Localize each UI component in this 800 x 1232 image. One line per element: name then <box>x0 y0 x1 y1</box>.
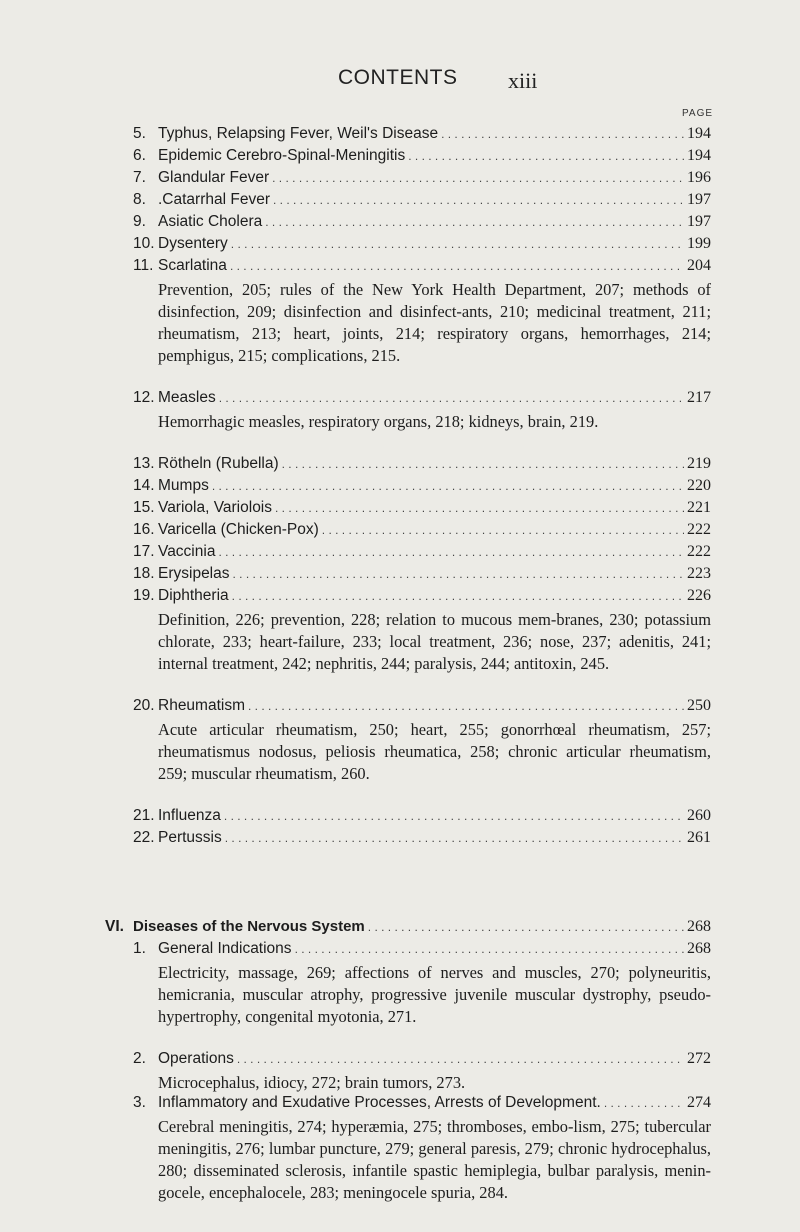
dot-leader <box>275 499 684 517</box>
entry-title: Variola, Variolois <box>158 499 273 516</box>
page-number: xiii <box>508 68 538 93</box>
running-head <box>0 66 800 96</box>
entry-page: 194 <box>687 147 711 164</box>
toc-entry <box>133 235 711 257</box>
entry-number: 17. <box>133 543 155 560</box>
entry-page: 196 <box>687 169 711 186</box>
entry-page: 220 <box>687 477 711 494</box>
entry-page: 268 <box>687 940 711 957</box>
dot-leader <box>232 587 684 605</box>
entry-page: 222 <box>687 543 711 560</box>
entry-title: Operations <box>158 1050 234 1067</box>
entry-page: 194 <box>687 125 711 142</box>
entry-page: 274 <box>687 1094 711 1111</box>
dot-leader <box>231 235 684 253</box>
entry-title: Epidemic Cerebro-Spinal-Meningitis <box>158 147 406 164</box>
entry-page: 197 <box>687 213 711 230</box>
toc-entry <box>133 521 711 543</box>
entry-title: Asiatic Cholera <box>158 213 263 230</box>
entry-title: Varicella (Chicken-Pox) <box>158 521 319 538</box>
entry-page: 261 <box>687 829 711 846</box>
dot-leader <box>225 829 684 847</box>
entry-number: 10. <box>133 235 155 252</box>
entry-page: 204 <box>687 257 711 274</box>
toc-entry <box>133 191 711 213</box>
entry-number: 22. <box>133 829 155 846</box>
dot-leader <box>233 565 685 583</box>
entry-number: 16. <box>133 521 155 538</box>
toc-entry <box>133 587 711 609</box>
dot-leader <box>273 191 684 209</box>
entry-number: 6. <box>133 147 146 164</box>
entry-title: Erysipelas <box>158 565 230 582</box>
entry-number: 15. <box>133 499 155 516</box>
entry-title: Vaccinia <box>158 543 216 560</box>
toc-entry <box>133 213 711 235</box>
entry-number: 21. <box>133 807 155 824</box>
entry-number: 8. <box>133 191 146 208</box>
dot-leader <box>265 213 684 231</box>
entry-description: Prevention, 205; rules of the New York Health Department, 207; methods of disinfection, 209; disinfection and disinfect-ants, 210; medicinal treatment, 211; rheumatism, 213; heart, joints, 214; respiratory organs, hemorrhages, 214; pemphigus, 215; complications, 215. <box>158 280 711 365</box>
entry-description: Microcephalus, idiocy, 272; brain tumors, 273. <box>158 1073 466 1092</box>
dot-leader <box>368 918 684 936</box>
entry-title: Scarlatina <box>158 257 227 274</box>
dot-leader <box>237 1050 684 1068</box>
entry-title: Dysentery <box>158 235 228 252</box>
entry-title: Diphtheria <box>158 587 229 604</box>
entry-title: Rheumatism <box>158 697 245 714</box>
toc-entry <box>133 257 711 279</box>
entry-page: 223 <box>687 565 711 582</box>
toc-entry <box>133 125 711 147</box>
entry-title: Pertussis <box>158 829 222 846</box>
toc-entry <box>133 697 711 719</box>
entry-title: Measles <box>158 389 216 406</box>
dot-leader <box>224 807 684 825</box>
toc-entry <box>133 829 711 851</box>
entry-page: 250 <box>687 697 711 714</box>
toc-entry <box>133 477 711 499</box>
toc-entry <box>133 807 711 829</box>
dot-leader <box>230 257 684 275</box>
entry-number: 9. <box>133 213 146 230</box>
section-heading <box>105 918 711 940</box>
entry-number: 3. <box>133 1094 146 1111</box>
entry-page: 222 <box>687 521 711 538</box>
section-page: 268 <box>687 918 711 935</box>
entry-title: General Indications <box>158 940 292 957</box>
dot-leader <box>441 125 684 143</box>
dot-leader <box>295 940 684 958</box>
entry-title: Typhus, Relapsing Fever, Weil's Disease <box>158 125 439 142</box>
toc-entry <box>133 389 711 411</box>
dot-leader <box>604 1094 684 1112</box>
toc-entry <box>133 1050 711 1072</box>
dot-leader <box>248 697 684 715</box>
entry-number: 12. <box>133 389 155 406</box>
entry-description: Acute articular rheumatism, 250; heart, 255; gonorrhœal rheumatism, 257; rheumatismus nodosus, peliosis rheumatica, 258; chronic articular rheumatism, 259; muscular rheumatism, 260. <box>158 720 711 783</box>
entry-title: .Catarrhal Fever <box>158 191 270 208</box>
entry-number: 2. <box>133 1050 146 1067</box>
entry-page: 221 <box>687 499 711 516</box>
entry-number: 18. <box>133 565 155 582</box>
entry-number: 5. <box>133 125 146 142</box>
entry-number: 20. <box>133 697 155 714</box>
entry-description: Definition, 226; prevention, 228; relation to mucous mem-branes, 230; potassium chlorate, 233; heart-failure, 233; local treatment, 236; nose, 237; adenitis, 241; internal treatment, 242; nephritis, 244; paralysis, 244; antitoxin, 245. <box>158 610 711 673</box>
entry-page: 199 <box>687 235 711 252</box>
entry-description: Electricity, massage, 269; affections of nerves and muscles, 270; polyneuritis, hemicrania, muscular atrophy, progressive juvenile muscular dystrophy, pseudo-hypertrophy, congenital myotonia, 271. <box>158 963 711 1026</box>
entry-description: Hemorrhagic measles, respiratory organs, 218; kidneys, brain, 219. <box>158 412 599 431</box>
section-title: Diseases of the Nervous System <box>133 918 365 935</box>
entry-number: 14. <box>133 477 155 494</box>
entry-page: 219 <box>687 455 711 472</box>
entry-title: Influenza <box>158 807 221 824</box>
toc-entry <box>133 147 711 169</box>
toc-entry <box>133 169 711 191</box>
entry-title: Mumps <box>158 477 209 494</box>
entry-number: 7. <box>133 169 146 186</box>
entry-page: 197 <box>687 191 711 208</box>
toc-entry <box>133 499 711 521</box>
toc-entry <box>133 543 711 565</box>
entry-description: Cerebral meningitis, 274; hyperæmia, 275; thromboses, embo-lism, 275; tubercular meningitis, 276; lumbar puncture, 279; general paresis, 279; chronic hydrocephalus, 280; disseminated sclerosis, infantile spastic hemiplegia, bulbar paralysis, menin-gocele, encephalocele, 283; meningocele spuria, 284. <box>158 1117 711 1202</box>
toc-entry <box>133 940 711 962</box>
section-number: VI. <box>105 918 124 935</box>
entry-number: 13. <box>133 455 155 472</box>
entry-number: 11. <box>133 257 154 274</box>
dot-leader <box>272 169 684 187</box>
entry-number: 1. <box>133 940 146 957</box>
toc-entry <box>133 565 711 587</box>
dot-leader <box>282 455 684 473</box>
entry-page: 260 <box>687 807 711 824</box>
dot-leader <box>408 147 684 165</box>
entry-page: 217 <box>687 389 711 406</box>
dot-leader <box>218 543 684 561</box>
page-column-label: PAGE <box>682 108 714 119</box>
entry-page: 272 <box>687 1050 711 1067</box>
dot-leader <box>212 477 684 495</box>
entry-title: Inflammatory and Exudative Processes, Arrests of Development. <box>158 1094 601 1111</box>
dot-leader <box>322 521 684 539</box>
page-title: CONTENTS <box>338 66 458 89</box>
dot-leader <box>219 389 684 407</box>
entry-page: 226 <box>687 587 711 604</box>
entry-title: Glandular Fever <box>158 169 270 186</box>
toc-entry <box>133 455 711 477</box>
entry-title: Rötheln (Rubella) <box>158 455 279 472</box>
entry-number: 19. <box>133 587 155 604</box>
toc-entry <box>133 1094 711 1116</box>
